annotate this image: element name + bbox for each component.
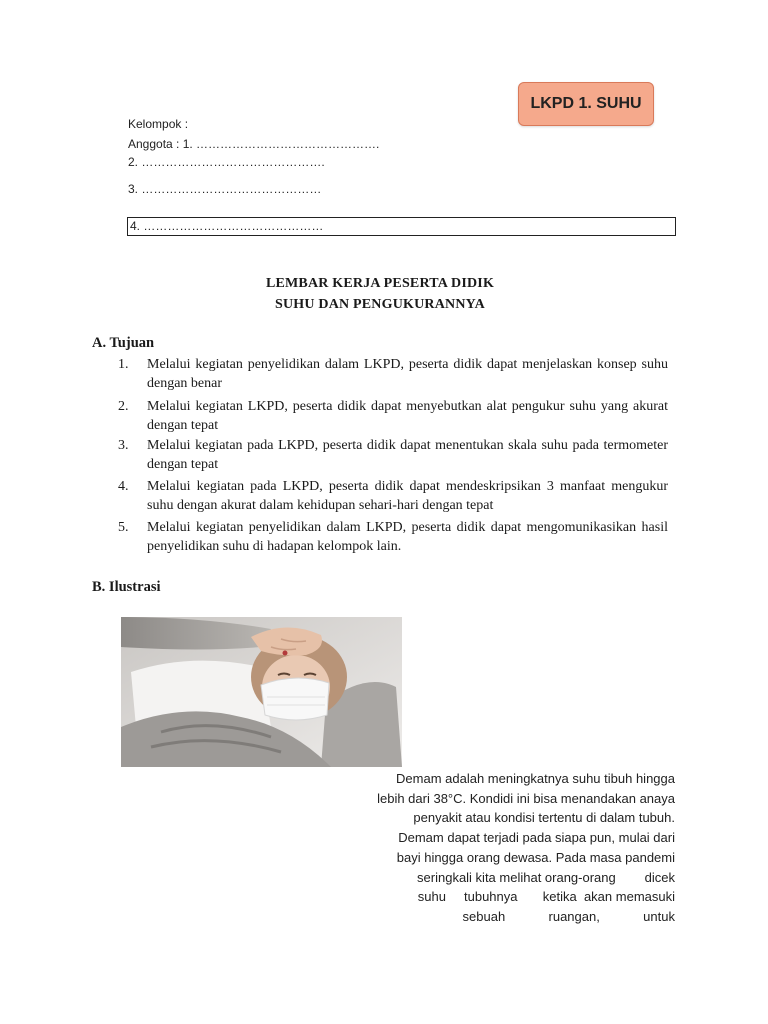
section-tujuan-heading: A. Tujuan: [92, 335, 155, 351]
objective-text: Melalui kegiatan pada LKPD, peserta didik dapat mendeskripsikan 3 manfaat mengukur suhu dengan akurat dalam kehidupan sehari-hari dengan tepat: [147, 479, 668, 513]
anggota-line-4-box: [127, 217, 676, 236]
objective-text: Melalui kegiatan pada LKPD, peserta didik dapat menentukan skala suhu pada termometer dengan tepat: [147, 438, 668, 472]
caption-line-2: lebih dari 38°C. Kondidi ini bisa menandakan anaya: [377, 790, 675, 806]
doc-title-line-2: SUHU DAN PENGUKURANNYA: [274, 297, 485, 312]
sick-child-photo: [121, 617, 402, 767]
caption-line-3: penyakit atau kondisi tertentu di dalam tubuh.: [413, 810, 675, 826]
anggota-line-3: 3. ………………………………………: [128, 182, 322, 196]
objective-number: 3.: [118, 438, 129, 453]
objective-item-1: [118, 355, 668, 393]
objective-text: Melalui kegiatan penyelidikan dalam LKPD, peserta didik dapat mengomunikasikan hasil penyelidikan suhu di hadapan kelompok lain.: [147, 520, 668, 554]
objective-number: 2.: [118, 399, 129, 414]
kelompok-label: Kelompok :: [128, 117, 189, 131]
anggota-line-4: 4. ………………………………………: [130, 219, 324, 233]
objective-number: 4.: [118, 479, 129, 494]
objective-number: 5.: [118, 520, 129, 535]
sick-child-illustration: [121, 617, 402, 767]
caption-line-5: bayi hingga orang dewasa. Pada masa pandemi: [396, 849, 675, 865]
lkpd-badge: LKPD 1. SUHU: [518, 82, 654, 126]
section-ilustrasi-heading: B. Ilustrasi: [92, 579, 161, 595]
objective-number: 1.: [118, 357, 129, 372]
objective-text: Melalui kegiatan penyelidikan dalam LKPD, peserta didik dapat menjelaskan konsep suhu dengan benar: [147, 357, 668, 391]
doc-title-line-1: LEMBAR KERJA PESERTA DIDIK: [265, 276, 495, 291]
caption-line-1: Demam adalah meningkatnya suhu tibuh hingga: [396, 771, 675, 786]
ilustrasi-caption: [350, 769, 675, 927]
objective-item-4: [118, 477, 668, 515]
objective-item-5: [118, 518, 668, 556]
caption-line-8: sebuah ruangan, untuk: [462, 908, 675, 924]
objective-item-3: [118, 436, 668, 474]
objective-text: Melalui kegiatan LKPD, peserta didik dapat menyebutkan alat pengukur suhu yang akurat dengan tepat: [147, 399, 668, 433]
caption-line-6: seringkali kita melihat orang-orang dicek: [417, 869, 675, 885]
caption-line-4: Demam dapat terjadi pada siapa pun, mulai dari: [398, 830, 675, 846]
anggota-line-2: 2. ……………………………………….: [128, 155, 325, 169]
objective-item-2: [118, 397, 668, 435]
anggota-line-1: Anggota : 1. ……………………………………….: [128, 137, 380, 151]
caption-line-7: suhu tubuhnya ketika akan memasuki: [417, 889, 675, 905]
